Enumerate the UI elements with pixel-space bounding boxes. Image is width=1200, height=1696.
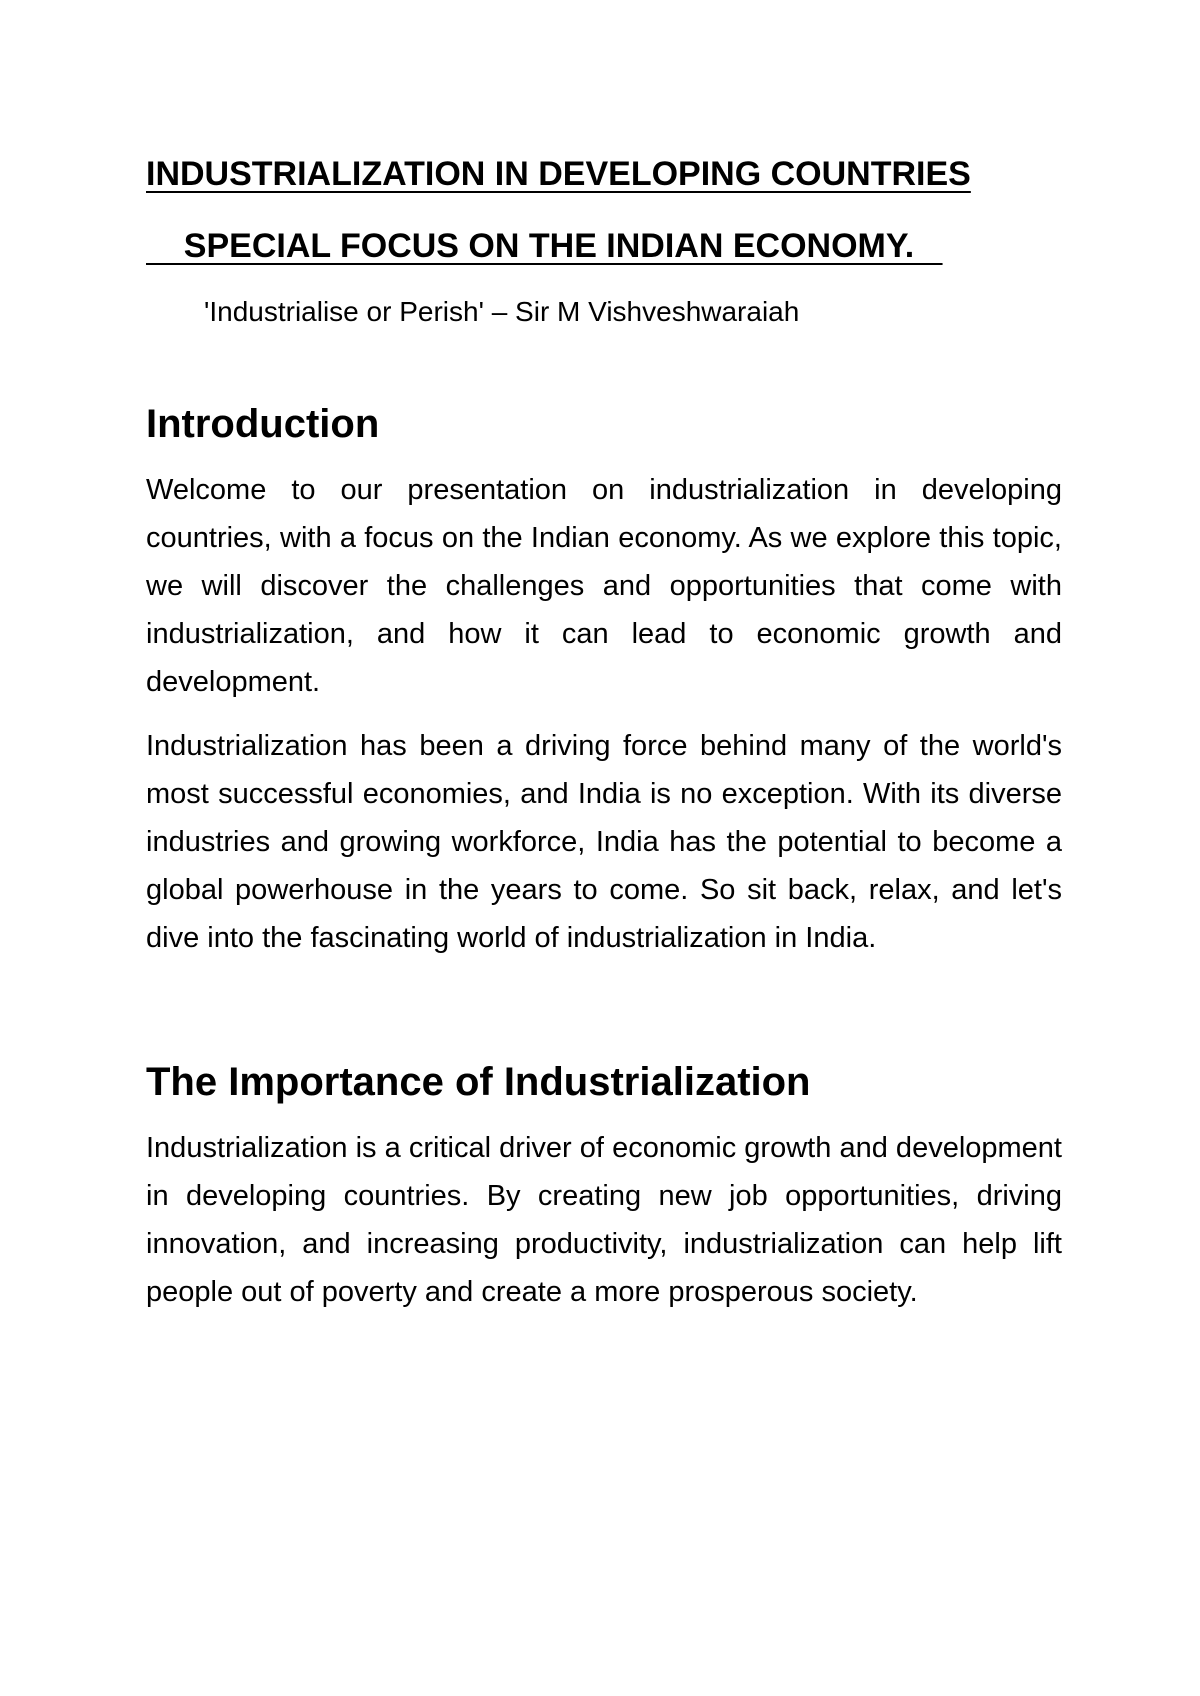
document-subtitle: SPECIAL FOCUS ON THE INDIAN ECONOMY. (146, 227, 943, 265)
document-body (146, 150, 1062, 1316)
epigraph-quote: 'Industrialise or Perish' – Sir M Vishveshwaraiah (204, 296, 800, 327)
paragraph: Welcome to our presentation on industrialization in developing countries, with a focus on the Indian economy. As we explore this topic, we will discover the challenges and opportunities that come with industrialization, and how it can lead to economic growth and development. (146, 474, 1062, 698)
paragraph: Industrialization is a critical driver of economic growth and development in developing countries. By creating new job opportunities, driving innovation, and increasing productivity, industrialization can help lift people out of poverty and create a more prosperous society. (146, 1132, 1062, 1308)
document-title: INDUSTRIALIZATION IN DEVELOPING COUNTRIES (146, 155, 971, 193)
section-heading-importance: The Importance of Industrialization (146, 1060, 811, 1104)
section-heading-introduction: Introduction (146, 402, 380, 446)
paragraph: Industrialization has been a driving force behind many of the world's most successful economies, and India is no exception. With its diverse industries and growing workforce, India has the potential to become a global powerhouse in the years to come. So sit back, relax, and let's dive into the fascinating world of industrialization in India. (146, 730, 1062, 954)
